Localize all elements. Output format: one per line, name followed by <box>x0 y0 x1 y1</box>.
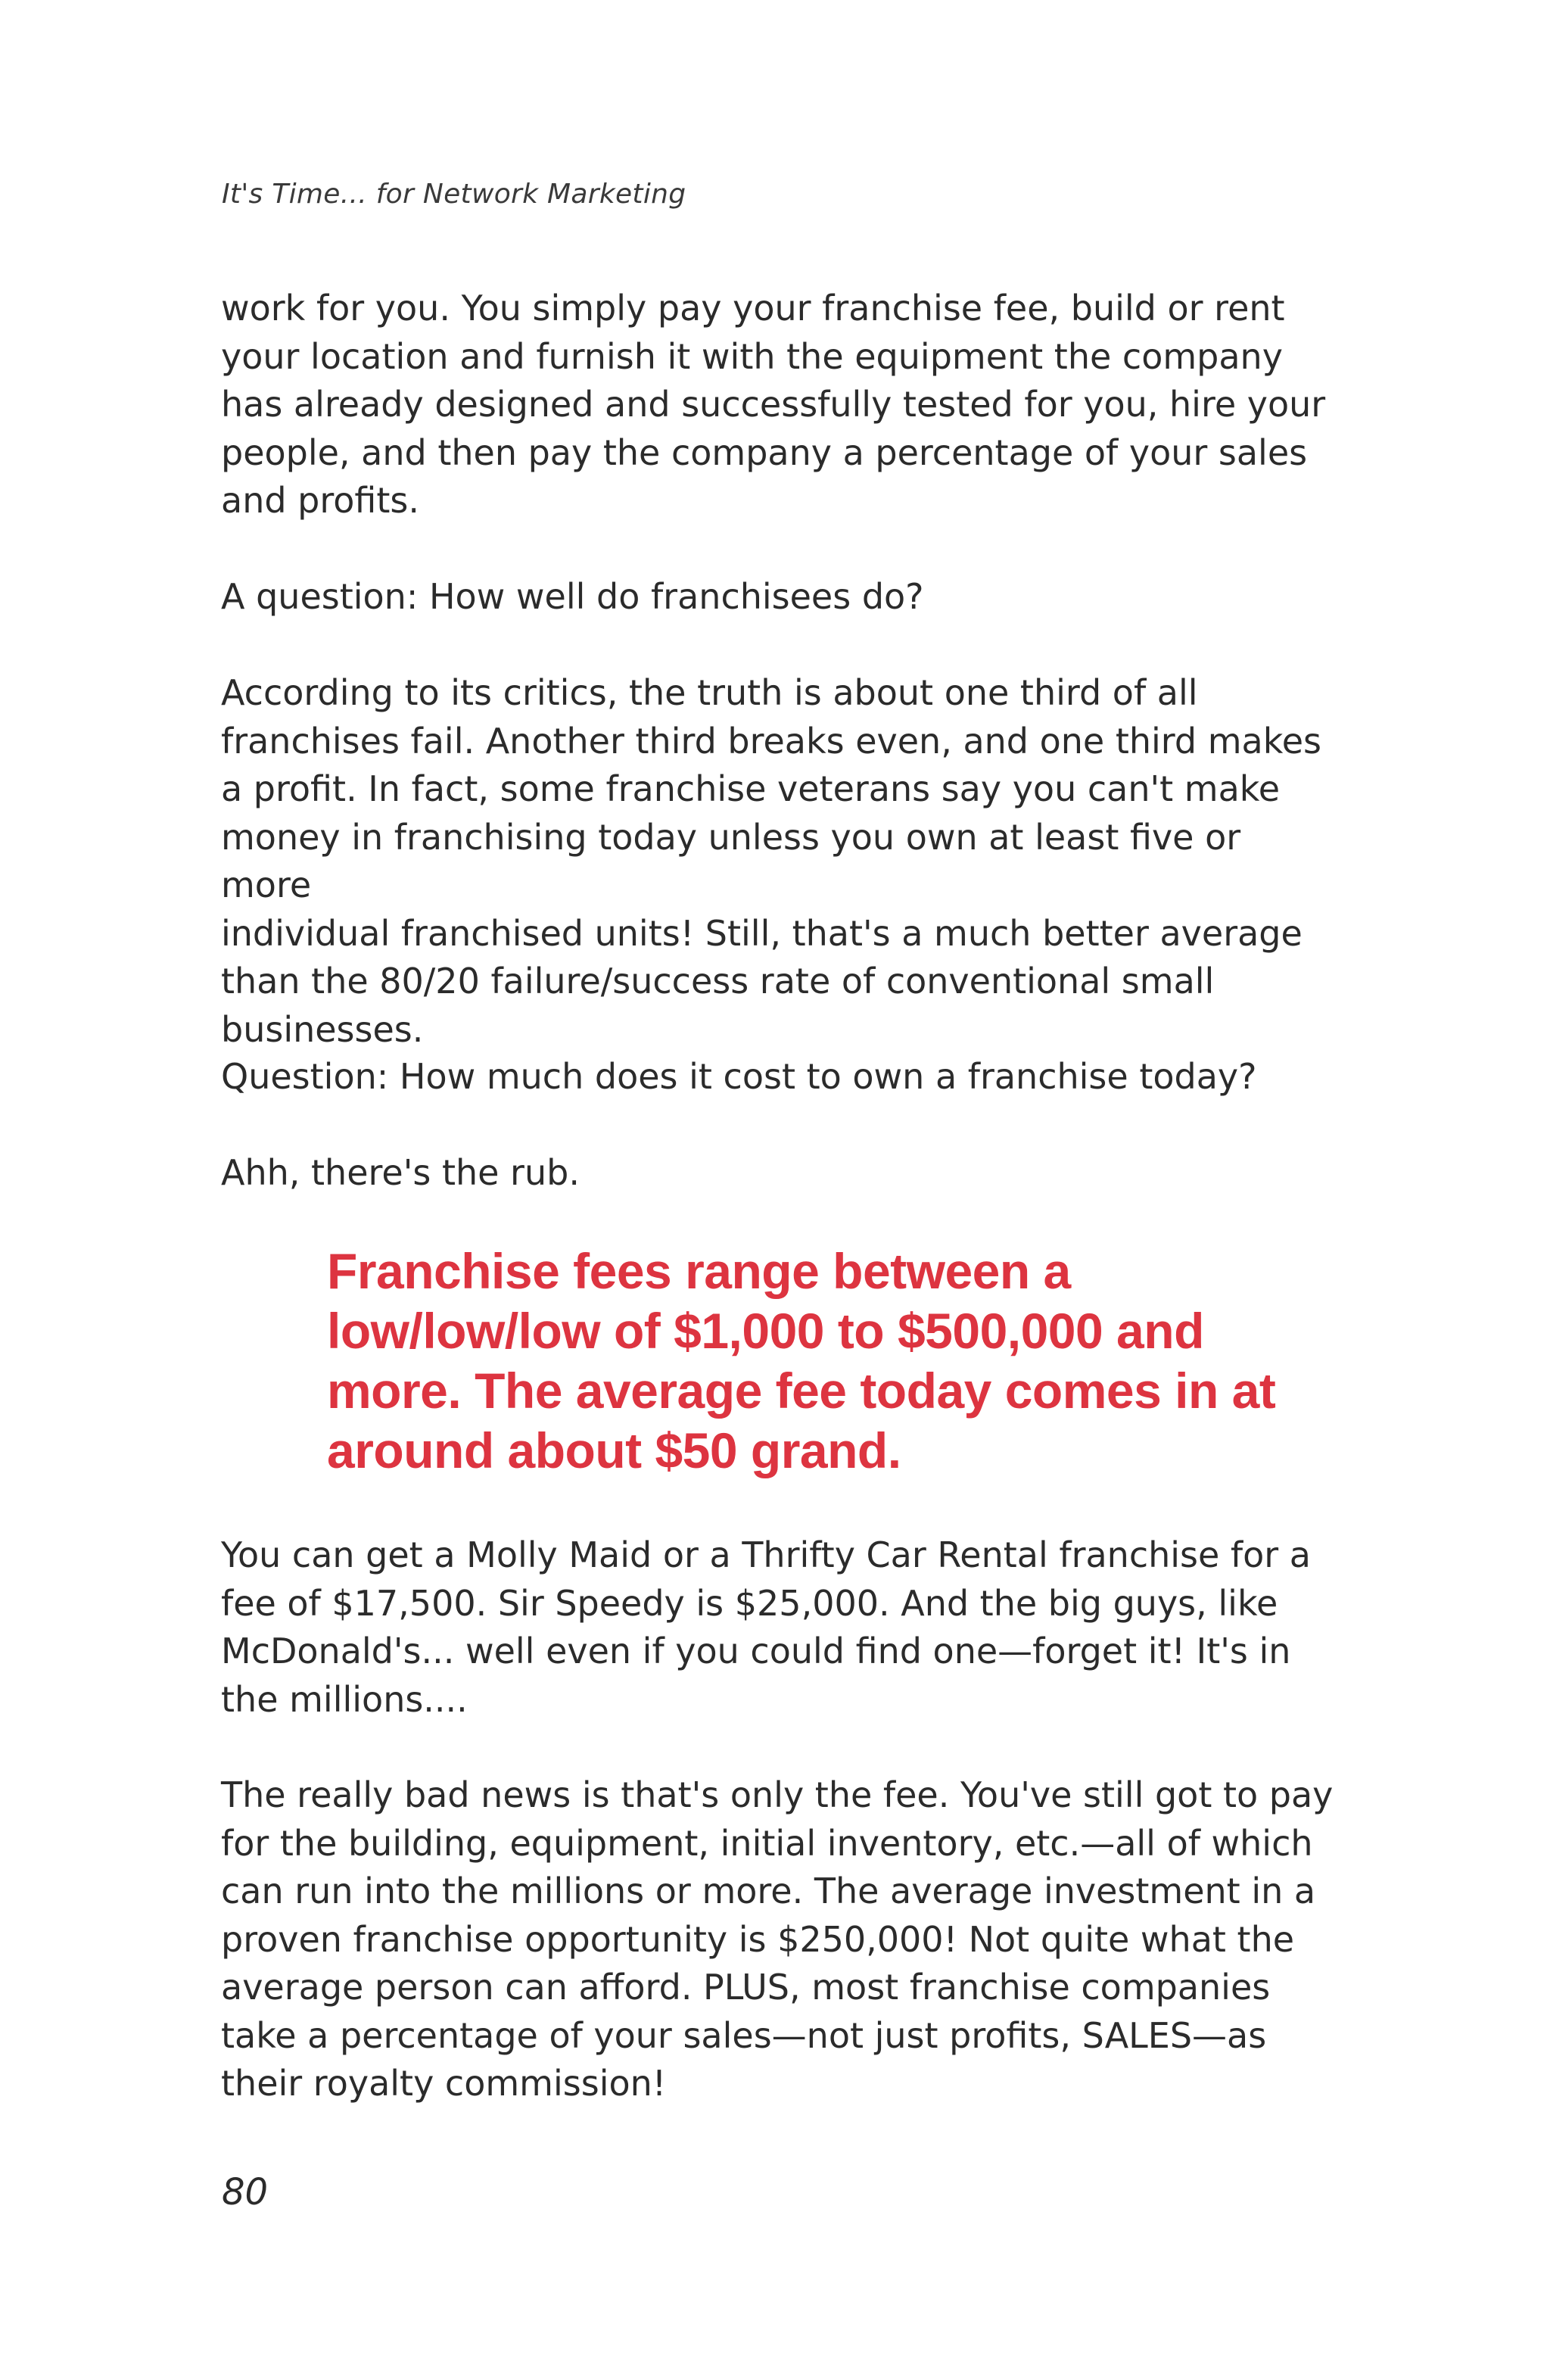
page-number: 80 <box>222 2171 269 2213</box>
text-line: A question: How well do franchisees do? <box>221 576 924 617</box>
pull-quote-line: low/low/low of $1,000 to $500,000 and <box>327 1303 1204 1359</box>
text-line: and profits. <box>221 480 420 521</box>
text-line: individual franchised units! Still, that's a much better average <box>221 912 1303 954</box>
text-line: Ahh, there's the rub. <box>221 1152 580 1193</box>
text-line: money in franchising today unless you own at least five or more <box>221 816 1241 905</box>
paragraph-7 <box>221 1771 1341 2108</box>
text-line: Question: How much does it cost to own a franchise today? <box>221 1056 1257 1097</box>
paragraph-4 <box>221 1053 1341 1101</box>
text-line: can run into the millions or more. The average investment in a <box>221 1871 1316 1911</box>
paragraph-1 <box>221 285 1341 525</box>
text-line: According to its critics, the truth is about one third of all <box>221 672 1198 713</box>
text-line: proven franchise opportunity is $250,000! Not quite what the <box>221 1918 1295 1960</box>
text-line: people, and then pay the company a percentage of your sales <box>221 431 1308 473</box>
text-line: businesses. <box>221 1008 424 1050</box>
paragraph-3 <box>221 669 1341 1054</box>
text-line: the millions.... <box>221 1678 468 1720</box>
text-line: franchises fail. Another third breaks even, and one third makes <box>221 720 1321 762</box>
text-line: fee of $17,500. Sir Speedy is $25,000. And the big guys, like <box>221 1582 1278 1624</box>
text-line: your location and furnish it with the equipment the company <box>221 335 1283 377</box>
text-line: a profit. In fact, some franchise veterans say you can't make <box>221 768 1281 809</box>
paragraph-6 <box>221 1531 1341 1724</box>
paragraph-2 <box>221 573 1341 621</box>
running-head: It's Time... for Network Marketing <box>222 179 686 210</box>
text-line: has already designed and successfully tested for you, hire your <box>221 384 1326 425</box>
text-line: take a percentage of your sales—not just profits, SALES—as <box>221 2014 1267 2056</box>
pull-quote <box>327 1241 1326 1481</box>
text-line: than the 80/20 failure/success rate of conventional small <box>221 961 1215 1002</box>
text-line: work for you. You simply pay your franchise fee, build or rent <box>221 288 1285 329</box>
paragraph-5 <box>221 1149 1341 1198</box>
pull-quote-line: around about $50 grand. <box>327 1422 901 1478</box>
text-line: average person can afford. PLUS, most franchise companies <box>221 1967 1271 2008</box>
text-line: You can get a Molly Maid or a Thrifty Car Rental franchise for a <box>221 1534 1311 1575</box>
text-line: The really bad news is that's only the fee. You've still got to pay <box>221 1774 1334 1815</box>
pull-quote-line: more. The average fee today comes in at <box>327 1363 1276 1419</box>
text-line: for the building, equipment, initial inventory, etc.—all of which <box>221 1822 1313 1864</box>
text-line: McDonald's... well even if you could find one—forget it! It's in <box>221 1631 1291 1671</box>
pull-quote-line: Franchise fees range between a <box>327 1243 1071 1299</box>
text-line: their royalty commission! <box>221 2063 667 2104</box>
